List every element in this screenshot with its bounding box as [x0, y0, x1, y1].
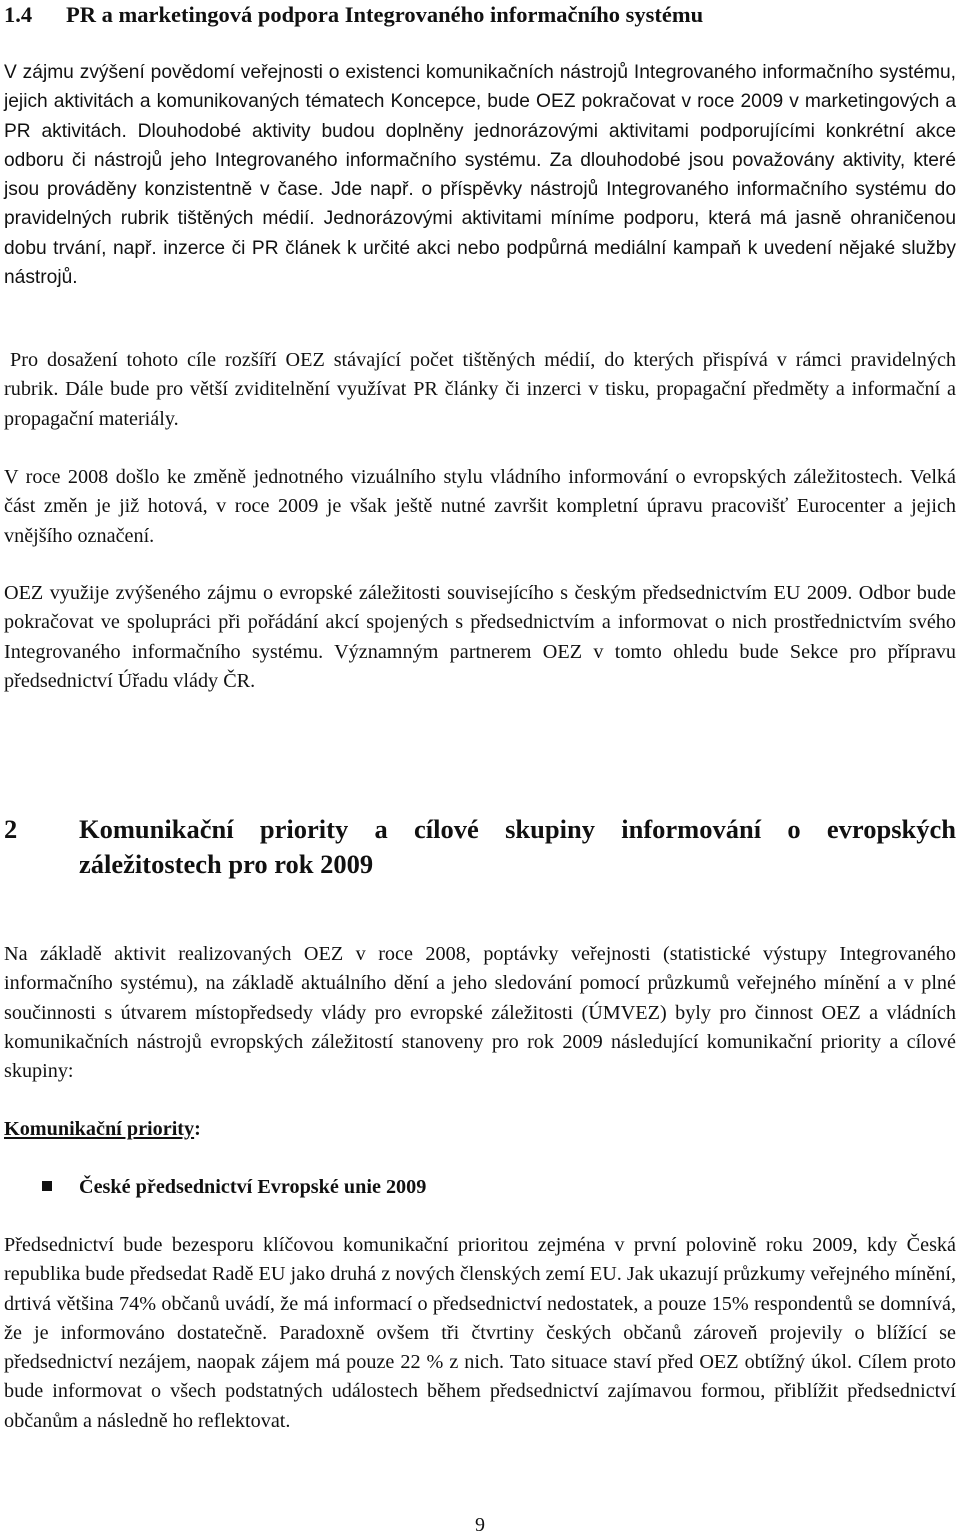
bullet-item-label: České předsednictví Evropské unie 2009 — [79, 1176, 427, 1198]
paragraph-visual-style: V roce 2008 došlo ke změně jednotného vizuálního stylu vládního informování o evropských záležitostech. Velká část změn je již hotová, v roce 2009 je však ještě nutné završit kompletní úpravu pracovišť Eurocenter a jejich vnějšího označení. — [4, 466, 956, 547]
paragraph-presidency-cooperation: OEZ využije zvýšeného zájmu o evropské záležitosti souvisejícího s českým předsednictvím EU 2009. Odbor bude pokračovat ve spolupráci při pořádání akcí spojených s předsednictvím a informovat o nich prostřednictvím svého Integrovaného informačního systému. Významným partnerem OEZ v tomto ohledu bude Sekce pro přípravu předsednictví Úřadu vlády ČR. — [4, 582, 956, 692]
section-title: Komunikační priority a cílové skupiny informování o evropských záležitostech pro rok 2009 — [79, 814, 956, 879]
bullet-item — [4, 1172, 956, 1202]
section-heading-1-4 — [4, 0, 703, 30]
square-bullet-icon — [42, 1181, 52, 1191]
section-number: 1.4 — [4, 2, 33, 27]
priorities-label: Komunikační priority — [4, 1118, 195, 1140]
priorities-subheading — [4, 1115, 201, 1144]
section-number: 2 — [4, 814, 18, 844]
priorities-colon: : — [194, 1118, 201, 1140]
section-title: PR a marketingová podpora Integrovaného informačního systému — [66, 2, 704, 27]
section-heading-2 — [4, 812, 956, 882]
paragraph-priorities-intro: Na základě aktivit realizovaných OEZ v roce 2008, poptávky veřejnosti (statistické výstupy Integrovaného informačního systému), na základě aktuálního dění a jeho sledování pomocí průzkumů veřejného mínění a v plné součinnosti s útvarem místopředsedy vlády pro evropské záležitosti (ÚMVEZ) byly pro činnost OEZ a vládních komunikačních nástrojů evropských záležitostí stanoveny pro rok 2009 následující komunikační priority a cílové skupiny: — [4, 943, 956, 1083]
page-number: 9 — [475, 1514, 485, 1536]
paragraph-pr-intro: V zájmu zvýšení povědomí veřejnosti o existenci komunikačních nástrojů Integrovaného informačního systému, jejich aktivitách a komunikovaných tématech Koncepce, bude OEZ pokračovat v roce 2009 v marketingových a PR aktivitách. Dlouhodobé aktivity budou doplněny jednorázovými aktivitami podporujícími konkrétní akce odboru či nástrojů jeho Integrovaného informačního systému. Za dlouhodobé jsou považovány aktivity, které jsou prováděny konzistentně v čase. Jde např. o příspěvky nástrojů Integrovaného informačního systému do pravidelných rubrik tištěných médií. Jednorázovými aktivitami míníme podporu, která má jasně ohraničenou dobu trvání, např. inzerce či PR článek k určité akci nebo podpůrná mediální kampaň k uvedení nějaké služby nástrojů. — [4, 62, 956, 289]
paragraph-print-media: Pro dosažení tohoto cíle rozšíří OEZ stávající počet tištěných médií, do kterých přispívá v rámci pravidelných rubrik. Dále bude pro větší zviditelnění využívat PR články či inzerci v tisku, propagační předměty a informační a propagační materiály. — [4, 349, 956, 430]
paragraph-presidency-priority: Předsednictví bude bezesporu klíčovou komunikační prioritou zejména v první polovině roku 2009, kdy Česká republika bude předsedat Radě EU jako druhá z nových členských zemí EU. Jak ukazují průzkumy veřejného mínění, drtivá většina 74% občanů uvádí, že má informací o předsednictví nedostatek, a pouze 15% respondentů se domnívá, že je informováno dostatečně. Paradoxně ovšem tři čtvrtiny českých občanů zároveň projevily o blížící se předsednictví nezájem, naopak zájem má pouze 22 % z nich. Tato situace staví před OEZ obtížný úkol. Cílem proto bude informovat o všech podstatných událostech během předsednictví zajímavou formou, přiblížit předsednictví občanům a následně ho reflektovat. — [4, 1234, 956, 1432]
